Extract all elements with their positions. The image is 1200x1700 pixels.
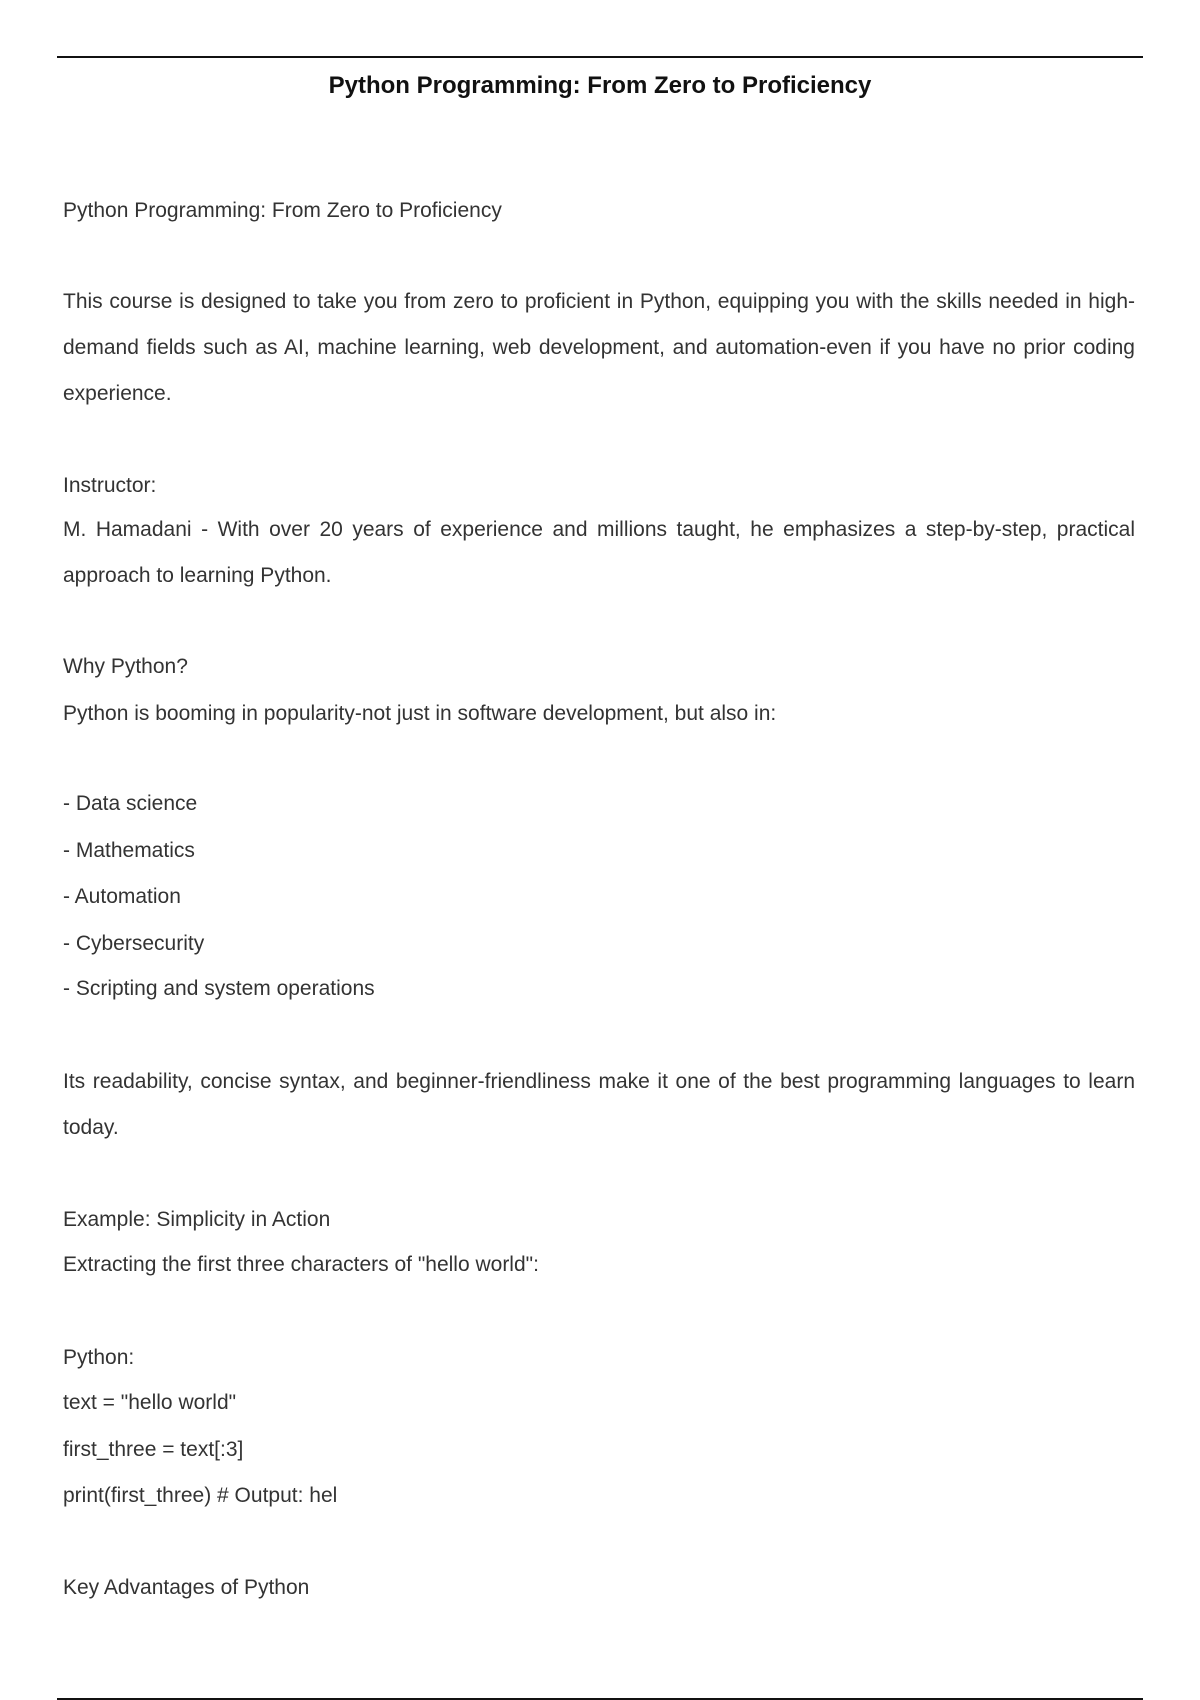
advantages-heading: Key Advantages of Python: [63, 1576, 310, 1599]
list-item: - Data science: [63, 792, 198, 815]
instructor-paragraph: M. Hamadani - With over 20 years of experience and millions taught, he emphasizes a step-by-step, practical approach to learning Python.: [63, 518, 1135, 587]
list-item: - Mathematics: [63, 839, 195, 862]
example-text: Extracting the first three characters of "hello world":: [63, 1253, 539, 1276]
page-title: Python Programming: From Zero to Proficiency: [328, 72, 872, 99]
list-item: - Cybersecurity: [63, 932, 205, 955]
list-item: - Scripting and system operations: [63, 977, 375, 1000]
top-rule: [57, 56, 1143, 58]
example-heading: Example: Simplicity in Action: [63, 1208, 331, 1231]
course-subtitle: Python Programming: From Zero to Proficiency: [63, 199, 502, 222]
code-line: print(first_three) # Output: hel: [63, 1484, 338, 1507]
why-python-text: Python is booming in popularity-not just in software development, but also in:: [63, 702, 777, 725]
list-item: - Automation: [63, 885, 181, 908]
code-line: first_three = text[:3]: [63, 1438, 244, 1461]
code-label: Python:: [63, 1346, 135, 1369]
why-python-heading: Why Python?: [63, 655, 188, 678]
instructor-heading: Instructor:: [63, 474, 157, 497]
code-line: text = "hello world": [63, 1391, 237, 1414]
readability-paragraph: Its readability, concise syntax, and beginner-friendliness make it one of the best programming languages to learn today.: [63, 1070, 1135, 1139]
intro-paragraph: This course is designed to take you from zero to proficient in Python, equipping you with the skills needed in high-demand fields such as AI, machine learning, web development, and automation-even if you have no prior coding experience.: [63, 290, 1135, 405]
